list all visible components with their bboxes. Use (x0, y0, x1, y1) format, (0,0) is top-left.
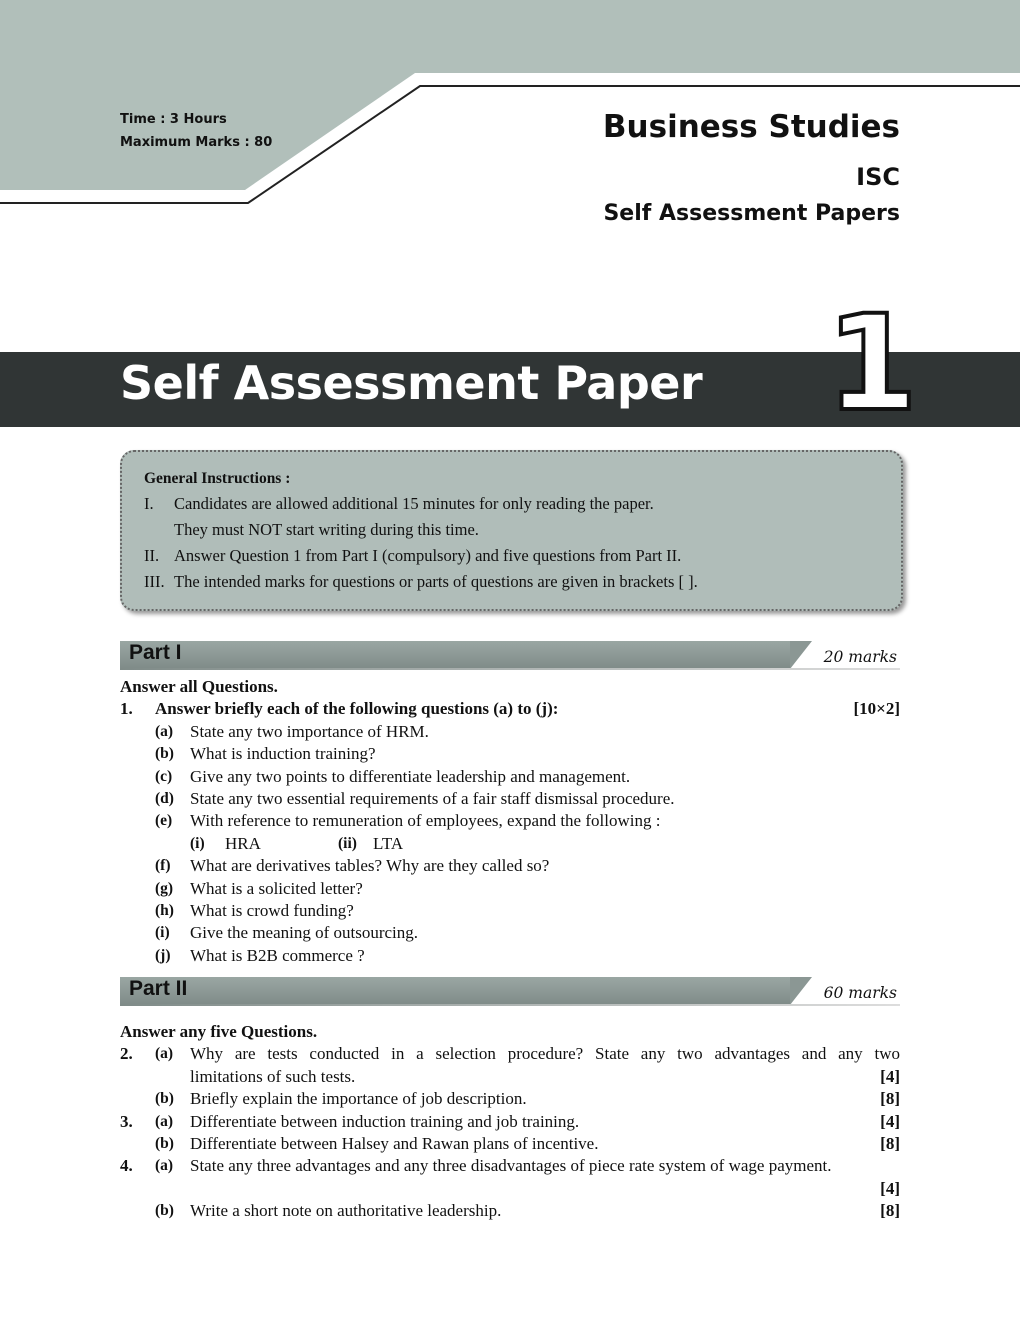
sub-question: (j) What is B2B commerce ? (155, 945, 365, 965)
sub-question: (e) With reference to remuneration of employees, expand the following : (155, 811, 661, 831)
sub-question: (g) What is a solicited letter? (155, 878, 363, 898)
sub-items-e: (i) HRA (ii) LTA (190, 833, 404, 853)
question-4a: 4. (a) State any three advantages and any three disadvantages of piece rate system of wage payment. (120, 1156, 832, 1176)
instr-num: I. (144, 494, 154, 513)
instr-text: Candidates are allowed additional 15 minutes for only reading the paper. (174, 494, 654, 513)
question-4b: (b) Write a short note on authoritative leadership. [8] (155, 1201, 900, 1221)
part-note: Answer all Questions. (120, 677, 278, 696)
series-label: Self Assessment Papers (603, 201, 900, 226)
general-instructions (120, 450, 903, 611)
part-note: Answer any five Questions. (120, 1022, 318, 1041)
sub-question: (h) What is crowd funding? (155, 901, 354, 921)
instr-num: II. (144, 546, 160, 565)
instructions-heading: General Instructions : (144, 470, 291, 487)
paper-number: 1 (826, 287, 918, 441)
time-label: Time : 3 Hours (120, 112, 227, 127)
subject-title: Business Studies (602, 109, 900, 145)
page-title: Self Assessment Paper (120, 356, 703, 410)
question-2a: 2. (a) Why are tests conducted in a selection procedure? State any two advantages and any two (120, 1044, 900, 1064)
part-label: Part I (129, 641, 182, 664)
question-1: 1. Answer briefly each of the following questions (a) to (j): [10×2] (120, 699, 900, 719)
sub-question: (d) State any two essential requirements of a fair staff dismissal procedure. (155, 789, 675, 809)
instr-text: They must NOT start writing during this time. (174, 520, 479, 539)
instr-text: The intended marks for questions or parts of questions are given in brackets [ ]. (174, 572, 698, 591)
sub-question: (b) What is induction training? (155, 744, 376, 764)
part2-header (120, 977, 900, 1006)
part2-questions: Answer any five Questions. 2. (a) Why are tests conducted in a selection procedure? State any two advantages and any two limitations of such tests. [4] (b) Briefly explain the importance of job description. [8] 3. (a) Differentiate between induction training and job training. [4] (b) Differentiate between Halsey and Rawan plans of incentive. [8] 4. (a) State any three advantages and any three disadvantages of piece rate system of wage payment. [4] (b) Write a short note on authoritative leadership. [8] (120, 1021, 900, 1223)
board-label: ISC (856, 163, 900, 191)
sub-question: (f) What are derivatives tables? Why are they called so? (155, 856, 550, 876)
sub-question: (c) Give any two points to differentiate leadership and management. (155, 766, 631, 786)
instr-num: III. (144, 572, 165, 591)
sub-question: (i) Give the meaning of outsourcing. (155, 923, 419, 943)
part1-header (120, 641, 900, 670)
sub-question: (a) State any two importance of HRM. (155, 721, 429, 741)
question-2b: (b) Briefly explain the importance of job description. [8] (155, 1089, 900, 1109)
instr-text: Answer Question 1 from Part I (compulsory) and five questions from Part II. (174, 546, 682, 565)
part1-questions (120, 676, 900, 967)
question-3b: (b) Differentiate between Halsey and Rawan plans of incentive. [8] (155, 1134, 900, 1154)
part-marks: 60 marks (823, 984, 897, 1002)
part-label: Part II (129, 977, 188, 1000)
question-3a: 3. (a) Differentiate between induction training and job training. [4] (120, 1111, 900, 1131)
part-marks: 20 marks (823, 648, 897, 666)
max-marks-label: Maximum Marks : 80 (120, 135, 273, 150)
